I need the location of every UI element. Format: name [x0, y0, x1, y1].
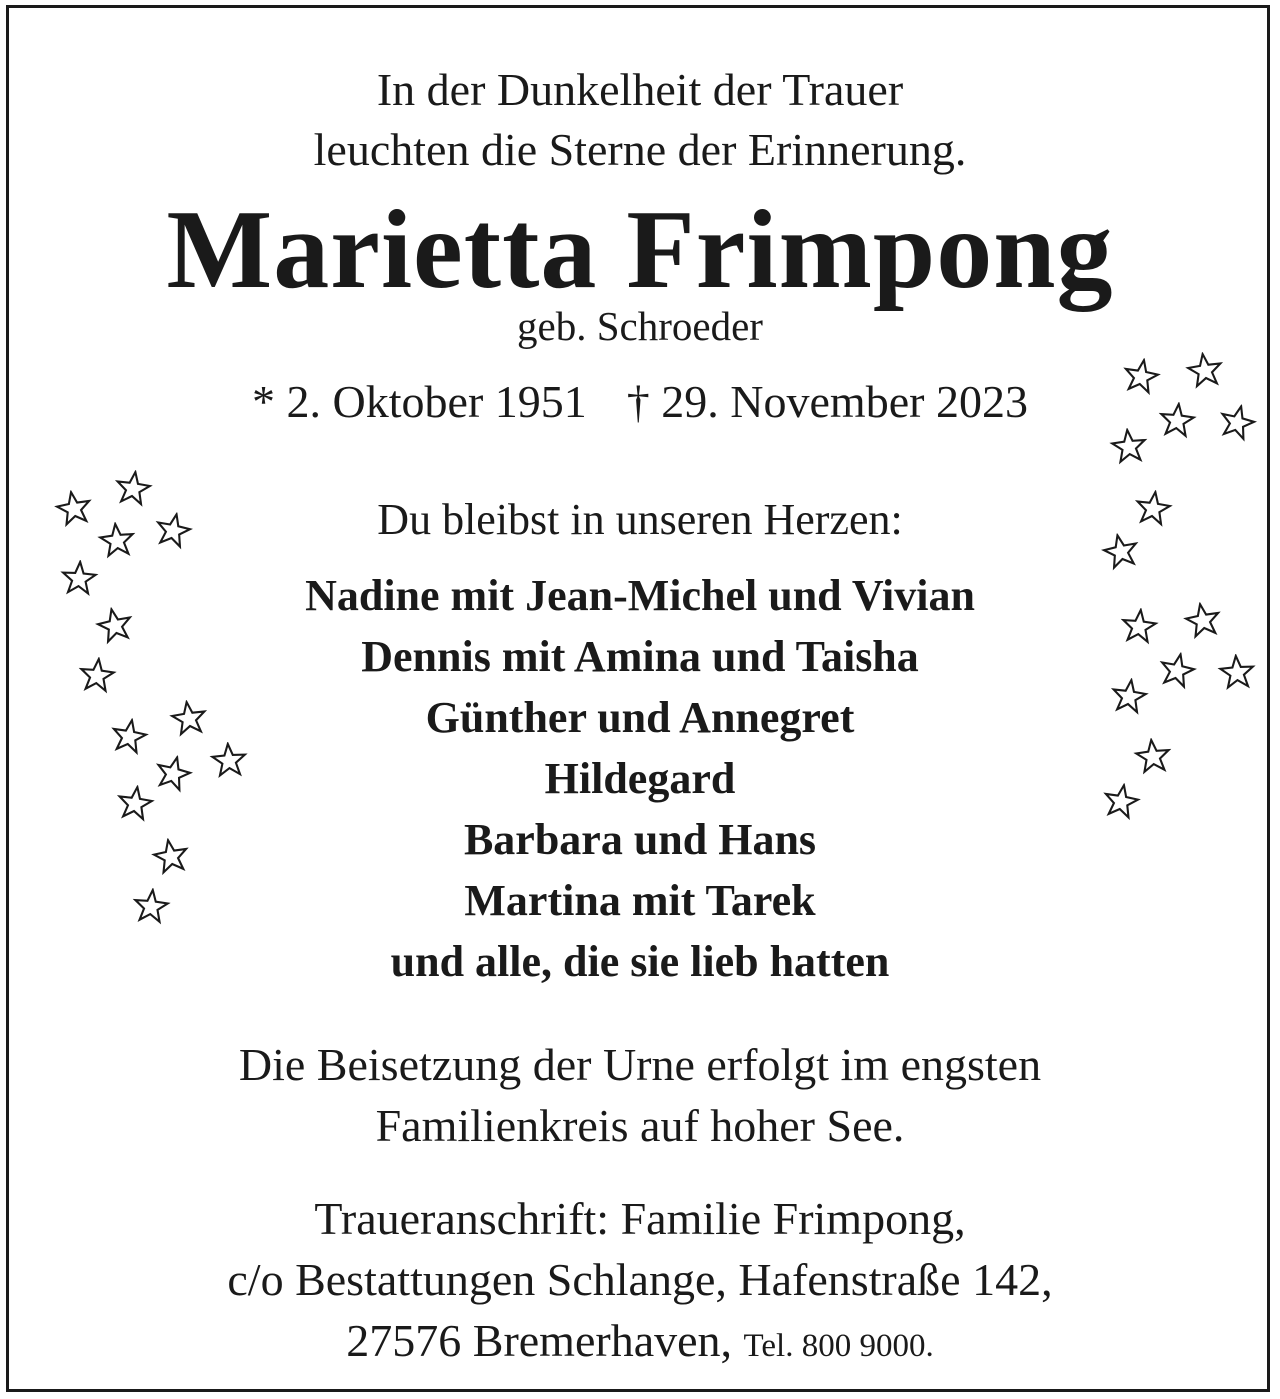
burial-line-2: Familienkreis auf hoher See.: [375, 1100, 905, 1151]
outline-star-icon: [1118, 606, 1160, 648]
mourner-line: Martina mit Tarek: [464, 876, 816, 925]
motto-line-1: In der Dunkelheit der Trauer: [376, 64, 904, 115]
birth-date: * 2. Oktober 1951: [252, 376, 587, 427]
outline-star-icon: [92, 603, 137, 648]
outline-star-icon: [114, 783, 157, 826]
outline-star-icon: [1119, 355, 1163, 399]
outline-star-icon: [209, 741, 250, 782]
mourner-line: Günther und Annegret: [425, 693, 855, 742]
outline-star-icon: [107, 715, 151, 759]
outline-star-icon: [59, 559, 100, 600]
outline-star-icon: [1181, 599, 1225, 643]
outline-star-icon: [1154, 648, 1199, 693]
outline-star-icon: [96, 520, 138, 562]
address-line-1: Traueranschrift: Familie Frimpong,: [314, 1193, 966, 1244]
mourner-line: und alle, die sie lieb hatten: [390, 937, 890, 986]
outline-star-icon: [1184, 350, 1227, 393]
outline-star-icon: [1108, 676, 1151, 719]
outline-star-icon: [1099, 780, 1143, 824]
outline-star-icon: [1217, 653, 1258, 694]
outline-star-icon: [130, 886, 172, 928]
outline-star-icon: [76, 655, 118, 697]
motto-line-2: leuchten die Sterne der Erinnerung.: [313, 124, 967, 175]
outline-star-icon: [1108, 426, 1150, 468]
outline-star-icon: [1132, 736, 1174, 778]
born-name: geb. Schroeder: [517, 303, 763, 349]
address-city: 27576 Bremerhaven,: [346, 1315, 733, 1366]
mourner-line: Nadine mit Jean-Michel und Vivian: [305, 571, 975, 620]
mourners-lead: Du bleibst in unseren Herzen:: [377, 495, 903, 544]
outline-star-icon: [168, 698, 211, 741]
outline-star-icon: [149, 835, 193, 879]
address-line-2: c/o Bestattungen Schlange, Hafenstraße 142,: [227, 1254, 1053, 1305]
mourner-line: Hildegard: [544, 754, 736, 803]
mourner-line: Dennis mit Amina und Taisha: [361, 632, 919, 681]
outline-star-icon: [112, 468, 155, 511]
address-line-3: [0, 1312, 1280, 1375]
phone-number: Tel. 800 9000.: [743, 1328, 934, 1364]
outline-star-icon: [1132, 488, 1175, 531]
outline-star-icon: [52, 487, 96, 531]
life-dates: [0, 374, 1280, 430]
outline-star-icon: [150, 508, 195, 553]
outline-star-icon: [1156, 400, 1198, 442]
death-date: † 29. November 2023: [626, 376, 1028, 427]
mourner-line: Barbara und Hans: [463, 815, 817, 864]
outline-star-icon: [1098, 529, 1143, 574]
burial-line-1: Die Beisetzung der Urne erfolgt im engsten: [238, 1039, 1042, 1090]
deceased-name: Marietta Frimpong: [166, 188, 1114, 312]
